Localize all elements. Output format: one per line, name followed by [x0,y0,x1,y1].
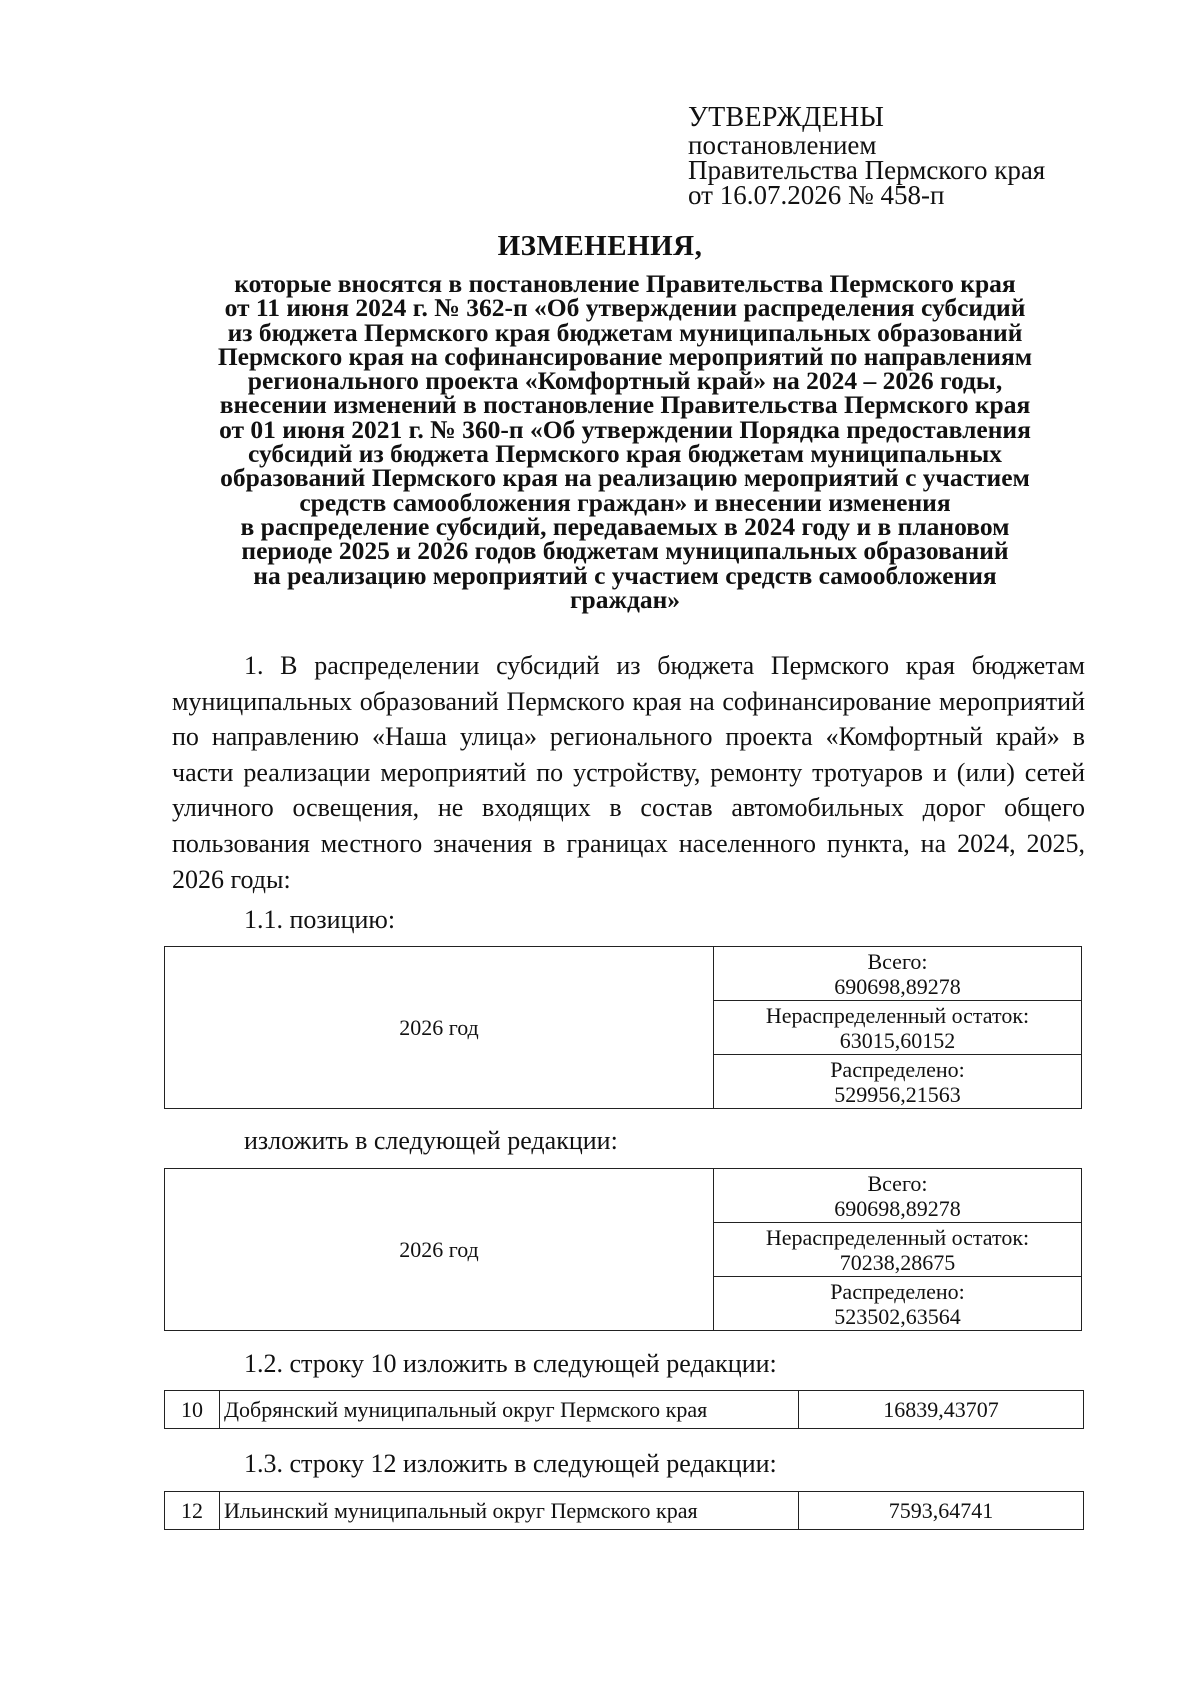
year-cell: 2026 год [165,1169,714,1331]
document-subtitle: которые вносятся в постановление Правительства Пермского края от 11 июня 2024 г. № 362-п «Об утверждении распределения субсидий из бюджета Пермского края бюджетам муниципальных образований Пермского края на софинансирование мероприятий по направлениям регионального проекта «Комфортный край» на 2024 – 2026 годы, внесении изменений в постановление Правительства Пермского края от 01 июня 2021 г. № 360-п «Об утверждении Порядка предоставления субсидий из бюджета Пермского края бюджетам муниципальных образований Пермского края на реализацию мероприятий с участием средств самообложения граждан» и внесении изменения в распределение субсидий, передаваемых в 2024 году и в плановом периоде 2025 и 2026 годов бюджетам муниципальных образований на реализацию мероприятий с участием средств самообложения граждан» [217,269,1033,614]
remainder-cell [714,1223,1082,1277]
total-cell [714,1169,1082,1223]
subsidy-amount: 7593,64741 [799,1492,1084,1530]
municipality-name: Добрянский муниципальный округ Пермского края [220,1391,799,1429]
total-label: Всего: [867,1170,928,1196]
new-position-table [164,1168,1082,1331]
distributed-label: Распределено: [830,1056,965,1082]
row-number: 10 [165,1391,220,1429]
remainder-label: Нераспределенный остаток: [765,1224,1030,1250]
year-cell: 2026 год [165,947,714,1109]
remainder-label: Нераспределенный остаток: [765,1002,1030,1028]
total-label: Всего: [867,948,928,974]
table-row [165,1169,1082,1223]
total-cell [714,947,1082,1001]
distributed-value: 529956,21563 [834,1081,961,1107]
row-12-table [164,1491,1084,1530]
total-value: 690698,89278 [834,973,961,999]
municipality-name: Ильинский муниципальный округ Пермского края [220,1492,799,1530]
old-position-table [164,946,1082,1109]
subsidy-amount: 16839,43707 [799,1391,1084,1429]
table-row [165,1391,1084,1429]
restate-text: изложить в следующей редакции: [244,1126,618,1155]
distributed-label: Распределено: [830,1278,965,1304]
approval-heading: УТВЕРЖДЕНЫ [688,102,885,133]
item-1-1: 1.1. позицию: [244,905,396,934]
approval-line-2: Правительства Пермского края [688,155,1046,185]
distributed-cell [714,1055,1082,1109]
item-1-3: 1.3. строку 12 изложить в следующей редакции: [244,1449,777,1478]
distributed-cell [714,1277,1082,1331]
table-row [165,947,1082,1001]
remainder-cell [714,1001,1082,1055]
paragraph-1: 1. В распределении субсидий из бюджета Пермского края бюджетам муниципальных образований Пермского края на софинансирование мероприятий по направлению «Наша улица» регионального проекта «Комфортный край» в части реализации мероприятий по устройству, ремонту тротуаров и (или) сетей уличного освещения, не входящих в состав автомобильных дорог общего пользования местного значения в границах населенного пункта, на 2024, 2025, 2026 годы: [172,651,1085,894]
approval-line-3: от 16.07.2026 № 458-п [688,180,945,210]
remainder-value: 63015,60152 [839,1027,956,1053]
item-1-2: 1.2. строку 10 изложить в следующей редакции: [244,1349,777,1378]
approval-line-1: постановлением [688,130,877,160]
document-title: ИЗМЕНЕНИЯ, [497,230,703,262]
row-10-table [164,1390,1084,1429]
total-value: 690698,89278 [834,1195,961,1221]
remainder-value: 70238,28675 [839,1249,956,1275]
table-row [165,1492,1084,1530]
distributed-value: 523502,63564 [834,1303,961,1329]
approval-stamp [688,103,1128,208]
row-number: 12 [165,1492,220,1530]
